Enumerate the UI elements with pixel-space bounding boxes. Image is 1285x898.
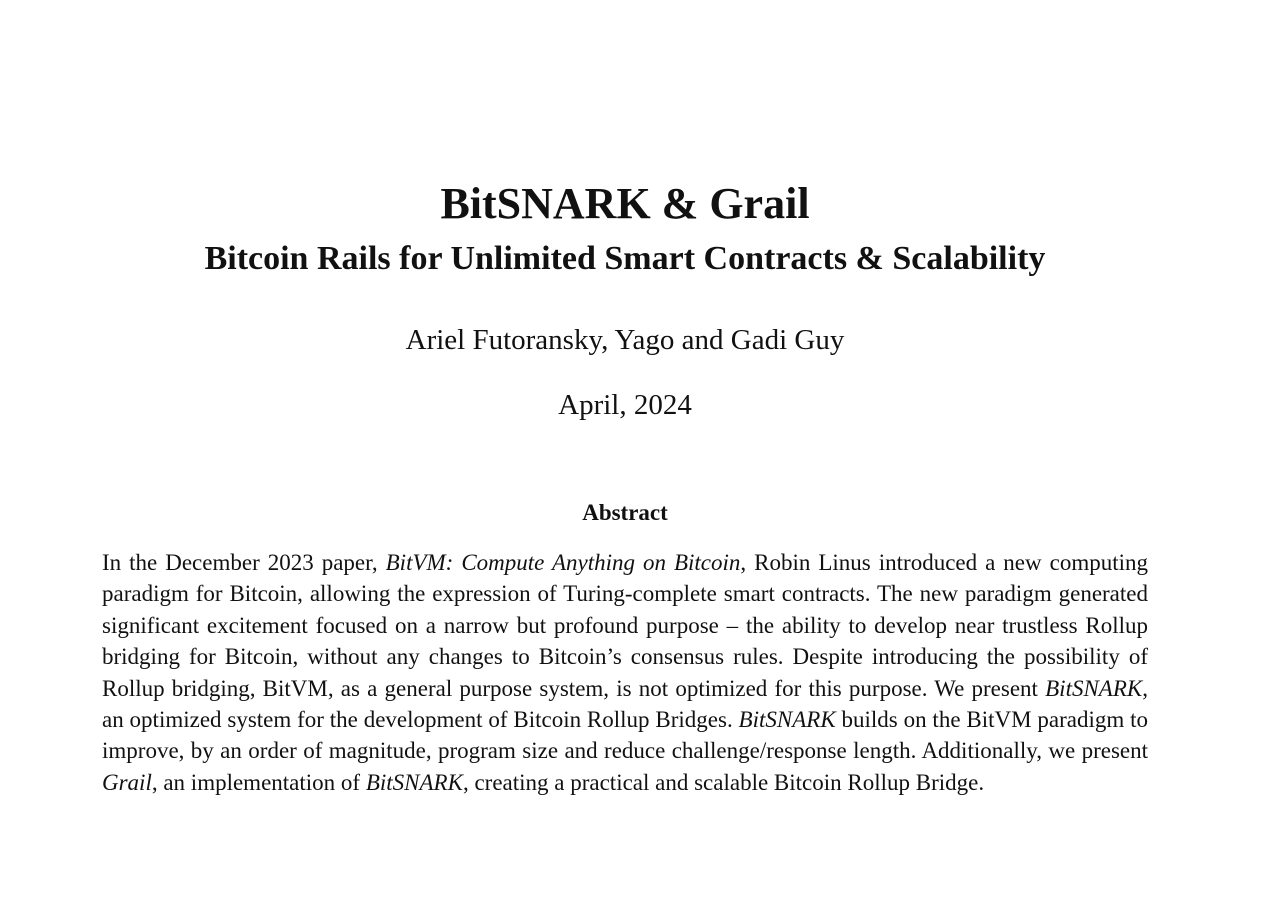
abstract-italic-term: BitSNARK (738, 707, 836, 733)
abstract-text: , an optimized system for the development of Bitcoin Rollup Bridges. (102, 675, 1148, 733)
abstract-italic-term: BitSNARK (365, 769, 463, 795)
abstract-text: , an implementation of (151, 769, 366, 795)
abstract-text: , creating a practical and scalable Bitcoin Rollup Bridge. (462, 769, 985, 795)
abstract-italic-term: BitSNARK (1045, 675, 1143, 701)
abstract-text: In the December 2023 paper, (102, 550, 386, 575)
abstract-body (102, 547, 1148, 798)
paper-date: April, 2024 (558, 389, 692, 421)
abstract-text: , Robin Linus introduced a new computing paradigm for Bitcoin, allowing the expression of Turing-complete smart contracts. The new paradigm generated significant excitement focused on a narrow but profound purpose – the ability to develop near trustless Rollup bridging for Bitcoin, without any changes to Bitcoin’s consensus rules. Despite introducing the possibility of Rollup bridging, BitVM, as a general purpose system, is not optimized for this purpose. We present (102, 550, 1148, 701)
paper-title: BitSNARK & Grail (440, 179, 810, 228)
paper-authors: Ariel Futoransky, Yago and Gadi Guy (405, 324, 845, 356)
abstract-italic-term: Grail (102, 769, 152, 795)
abstract-text: builds on the BitVM paradigm to improve, by an order of magnitude, program size and reduce challenge/response length. Additionally, we present (102, 707, 1148, 764)
abstract-italic-reference: BitVM: Compute Anything on Bitcoin (385, 550, 741, 575)
abstract-heading: Abstract (582, 500, 668, 525)
paper-subtitle: Bitcoin Rails for Unlimited Smart Contracts & Scalability (204, 240, 1046, 277)
